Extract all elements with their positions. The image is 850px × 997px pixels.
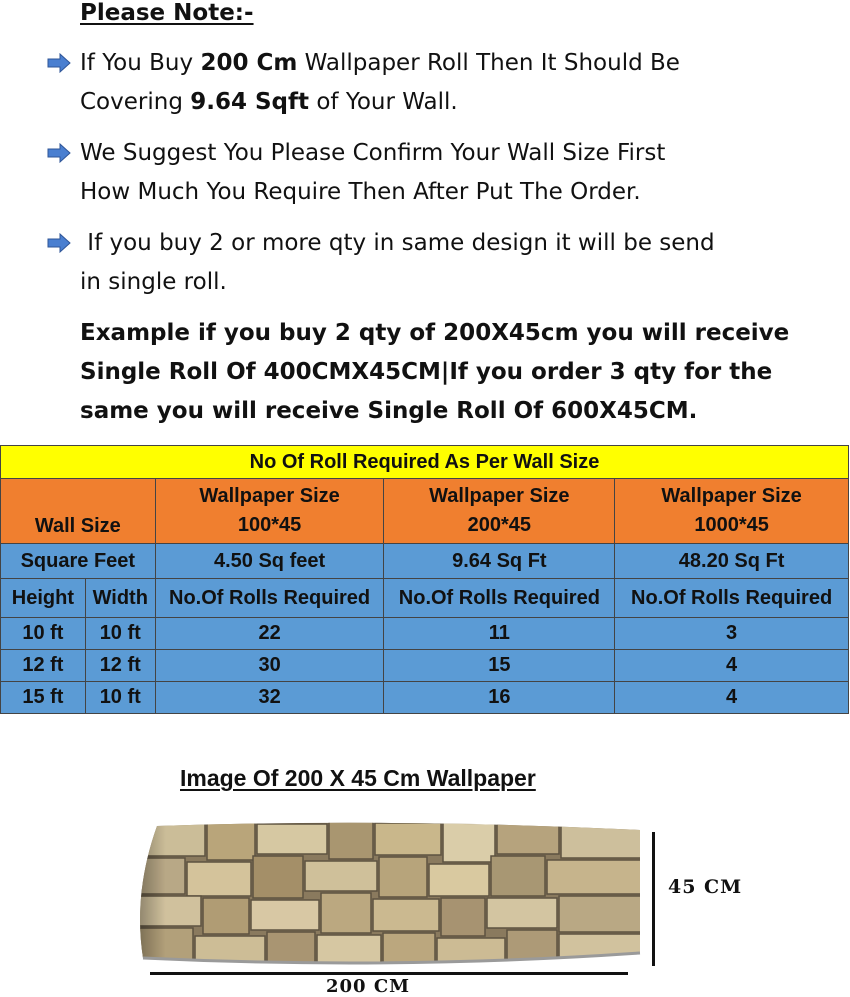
stone-wallpaper-image	[135, 818, 645, 968]
table-title: No Of Roll Required As Per Wall Size	[1, 446, 849, 479]
text: Covering	[80, 89, 191, 115]
column-header-100x45	[155, 479, 384, 544]
example-line-2: Single Roll Of 400CMX45CM|If you order 3 qty for the	[80, 359, 773, 385]
square-feet-cell: 48.20 Sq Ft	[615, 544, 849, 579]
header-line: Wallpaper Size	[199, 485, 340, 507]
square-feet-cell: 4.50 Sq feet	[155, 544, 384, 579]
arrow-right-icon	[47, 143, 71, 163]
header-line: 100*45	[237, 514, 302, 536]
square-feet-cell: 9.64 Sq Ft	[384, 544, 615, 579]
rolls-cell: 3	[615, 618, 849, 650]
text: of Your Wall.	[309, 89, 458, 115]
column-header-1000x45	[615, 479, 849, 544]
height-header: Height	[1, 579, 86, 618]
note-3-line-1: If you buy 2 or more qty in same design it will be send	[80, 230, 715, 256]
bold-text: 200 Cm	[200, 50, 298, 76]
table-row	[1, 618, 849, 650]
note-2-line-2: How Much You Require Then After Put The Order.	[80, 179, 641, 205]
note-3-line-2: in single roll.	[80, 269, 227, 295]
square-feet-row	[1, 544, 849, 579]
bold-text: 9.64 Sqft	[190, 89, 310, 115]
height-cell: 15 ft	[1, 682, 86, 714]
note-1-line-2	[80, 83, 680, 122]
rolls-cell: 4	[615, 682, 849, 714]
wall-size-header: Wall Size	[1, 479, 156, 544]
rolls-cell: 16	[384, 682, 615, 714]
header-line: 1000*45	[694, 514, 769, 536]
note-item-2	[80, 134, 665, 212]
width-cell: 12 ft	[85, 650, 155, 682]
example-line-3: same you will receive Single Roll Of 600X45CM.	[80, 398, 698, 424]
note-1-line-1	[80, 44, 680, 83]
rolls-cell: 30	[155, 650, 384, 682]
rolls-required-header: No.Of Rolls Required	[155, 579, 384, 618]
rolls-cell: 11	[384, 618, 615, 650]
width-dimension-label: 200 CM	[326, 976, 411, 997]
square-feet-label: Square Feet	[1, 544, 156, 579]
column-header-200x45	[384, 479, 615, 544]
height-dimension-line	[652, 832, 655, 966]
table-header-row	[1, 479, 849, 544]
header-line: Wallpaper Size	[661, 485, 802, 507]
arrow-right-icon	[47, 233, 71, 253]
height-cell: 10 ft	[1, 618, 86, 650]
image-section-title: Image Of 200 X 45 Cm Wallpaper	[180, 765, 536, 791]
page-heading: Please Note:-	[80, 0, 254, 26]
note-item-3	[80, 224, 715, 302]
rolls-cell: 22	[155, 618, 384, 650]
table-row	[1, 650, 849, 682]
rolls-required-header: No.Of Rolls Required	[384, 579, 615, 618]
example-line-1: Example if you buy 2 qty of 200X45cm you will receive	[80, 320, 790, 346]
text: If You Buy	[80, 50, 201, 76]
note-item-1	[80, 44, 680, 122]
rolls-required-table	[0, 445, 849, 714]
subheader-row	[1, 579, 849, 618]
text: Wallpaper Roll Then It Should Be	[297, 50, 680, 76]
table-title-row	[1, 446, 849, 479]
rolls-cell: 15	[384, 650, 615, 682]
example-note	[80, 314, 789, 431]
arrow-right-icon	[47, 53, 71, 73]
width-header: Width	[85, 579, 155, 618]
header-line: 200*45	[467, 514, 532, 536]
header-line: Wallpaper Size	[429, 485, 570, 507]
width-cell: 10 ft	[85, 618, 155, 650]
width-dimension-line	[150, 972, 628, 975]
rolls-cell: 4	[615, 650, 849, 682]
note-2-line-1: We Suggest You Please Confirm Your Wall Size First	[80, 140, 666, 166]
width-cell: 10 ft	[85, 682, 155, 714]
rolls-cell: 32	[155, 682, 384, 714]
height-dimension-label: 45 CM	[668, 876, 743, 898]
table-row	[1, 682, 849, 714]
height-cell: 12 ft	[1, 650, 86, 682]
rolls-required-header: No.Of Rolls Required	[615, 579, 849, 618]
